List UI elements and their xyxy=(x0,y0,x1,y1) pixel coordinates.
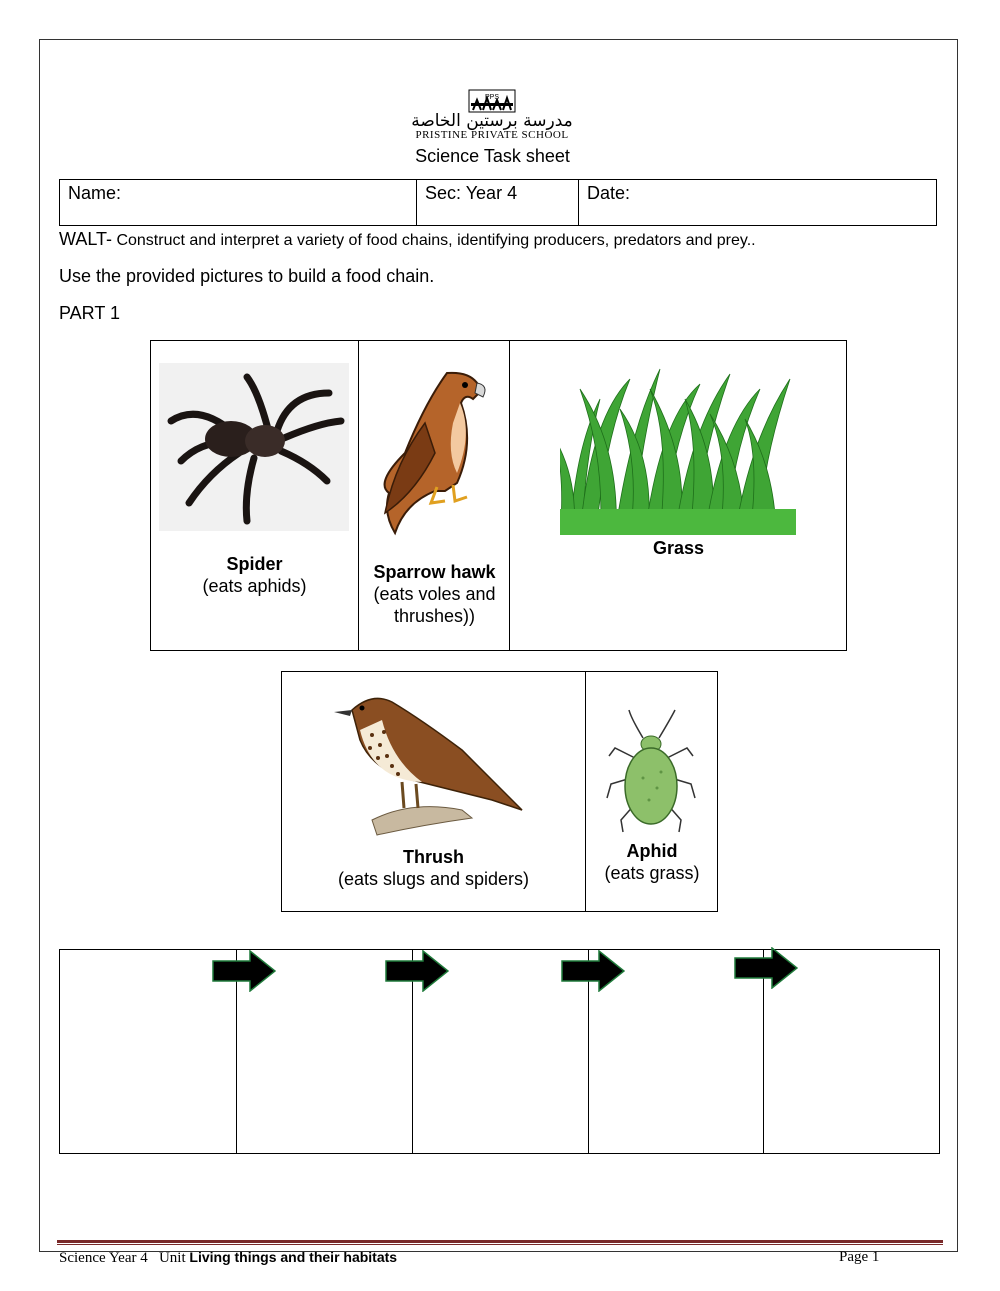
thrush-name: Thrush xyxy=(403,847,464,867)
section-label: Sec: Year 4 xyxy=(425,183,518,203)
cards-row-2 xyxy=(281,671,718,912)
footer-rule-thin xyxy=(57,1244,943,1245)
date-field[interactable] xyxy=(579,180,937,226)
spider-desc: (eats aphids) xyxy=(202,576,307,596)
card-thrush[interactable] xyxy=(282,672,585,911)
footer-rule xyxy=(57,1240,943,1243)
name-field[interactable] xyxy=(60,180,417,226)
section-field xyxy=(417,180,579,226)
student-info-table xyxy=(59,179,937,226)
footer-unit-title: Living things and their habitats xyxy=(189,1249,398,1265)
grass-image xyxy=(560,359,796,535)
logo-emblem-icon xyxy=(365,88,620,140)
footer-subject: Science Year 4 Unit xyxy=(59,1250,190,1266)
aphid-desc: (eats grass) xyxy=(604,863,700,883)
grass-caption xyxy=(510,537,847,559)
walt-objective xyxy=(59,229,756,250)
part-label: PART 1 xyxy=(59,303,121,323)
card-sparrow-hawk[interactable] xyxy=(358,341,510,650)
right-arrow-icon xyxy=(212,950,276,992)
hawk-name: Sparrow hawk xyxy=(373,562,496,582)
thrush-image xyxy=(332,690,532,842)
right-arrow-icon xyxy=(385,950,449,992)
cards-row-1 xyxy=(150,340,847,651)
date-label: Date: xyxy=(587,183,631,203)
footer-unit xyxy=(59,1249,397,1267)
name-label: Name: xyxy=(68,183,122,203)
instruction-text: Use the provided pictures to build a food chain. xyxy=(59,266,435,286)
aphid-caption xyxy=(586,840,718,884)
grass-name: Grass xyxy=(652,538,705,558)
svg-text:PRISTINE PRIVATE SCHOOL: PRISTINE PRIVATE SCHOOL xyxy=(415,129,569,140)
sheet-title: Science Task sheet xyxy=(415,146,570,166)
svg-text:مدرسة برستين الخاصة: مدرسة برستين الخاصة xyxy=(411,111,573,131)
thrush-caption xyxy=(282,846,585,890)
card-grass[interactable] xyxy=(509,341,847,650)
spider-name: Spider xyxy=(226,554,283,574)
hawk-image xyxy=(365,363,505,539)
aphid-image xyxy=(601,708,701,834)
walt-prefix: WALT- xyxy=(59,229,112,249)
hawk-desc-2: thrushes)) xyxy=(393,606,476,626)
chain-box[interactable] xyxy=(60,950,236,1153)
spider-caption xyxy=(151,553,358,597)
spider-image xyxy=(159,363,349,531)
svg-text:PPS: PPS xyxy=(484,94,500,101)
footer-page-number: Page 1 xyxy=(839,1249,880,1265)
thrush-desc: (eats slugs and spiders) xyxy=(337,869,530,889)
food-chain-answer-area xyxy=(59,949,940,1154)
hawk-desc-1: (eats voles and xyxy=(373,584,496,604)
card-spider[interactable] xyxy=(151,341,358,650)
right-arrow-icon xyxy=(561,950,625,992)
hawk-caption xyxy=(359,561,510,627)
aphid-name: Aphid xyxy=(626,841,678,861)
right-arrow-icon xyxy=(734,947,798,989)
walt-text: Construct and interpret a variety of food chains, identifying producers, predators and prey.. xyxy=(112,232,756,249)
card-aphid[interactable] xyxy=(585,672,718,911)
school-logo xyxy=(365,88,620,140)
